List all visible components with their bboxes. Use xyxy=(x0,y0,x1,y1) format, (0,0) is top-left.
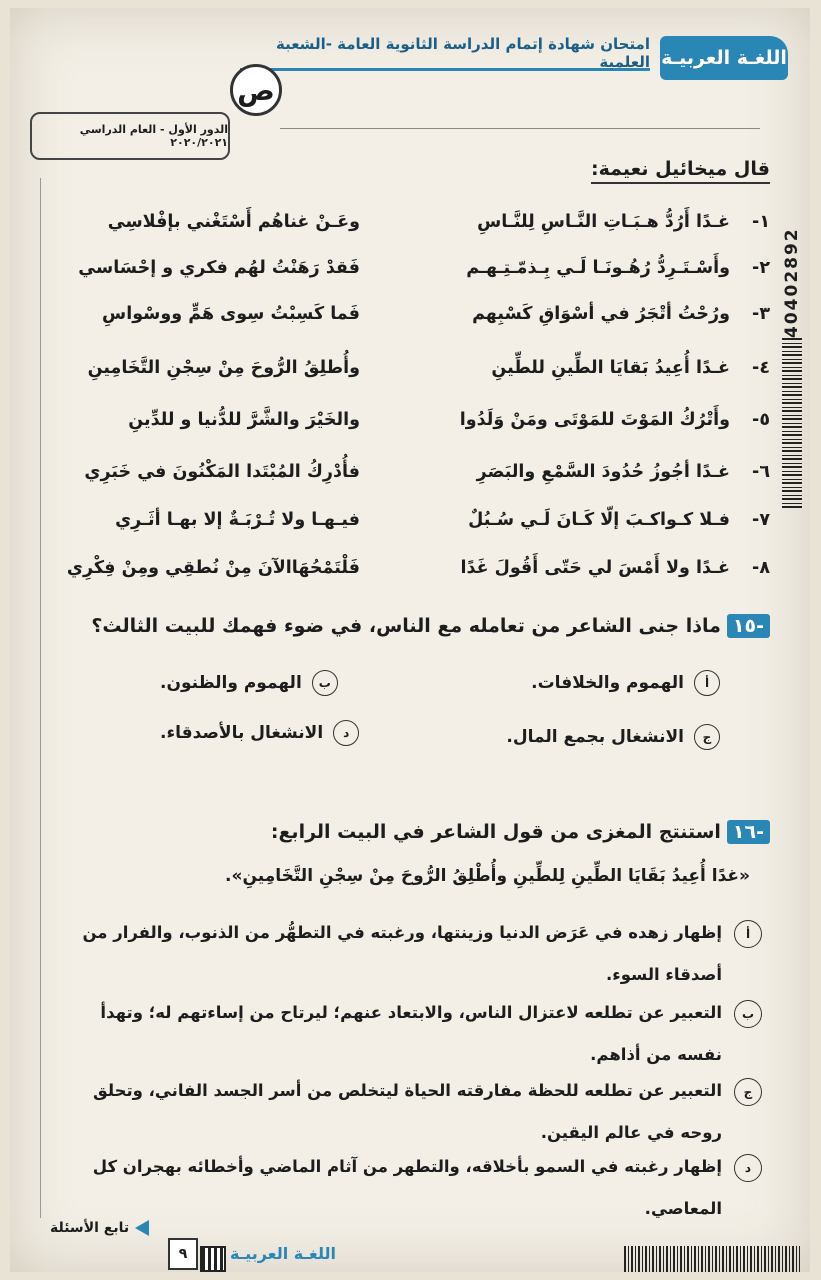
question-text: استنتج المغزى من قول الشاعر في البيت الرابع: xyxy=(270,821,721,843)
verse-second-hemistich: وأُطلِقُ الرُّوحَ مِنْ سِجْنِ التَّخَامِينِ xyxy=(87,358,360,378)
verse-first-hemistich: غـدًا ولا أَمْسَ لي حَتّى أَقُولَ غَدًا xyxy=(460,558,730,578)
subject-badge: اللغـة العربيـة xyxy=(660,36,788,80)
verse-second-hemistich: فَقدْ رَهَنْتُ لهُم فكري و إحْسَاسي xyxy=(78,258,360,278)
exam-title: امتحان شهادة إتمام الدراسة الثانوية العامة -الشعبة العلمية xyxy=(240,38,650,71)
option-c[interactable] xyxy=(52,1070,762,1154)
option-text: الهموم والظنون. xyxy=(160,673,302,693)
side-id-number: 40402892 xyxy=(782,227,802,338)
exam-page xyxy=(10,8,810,1272)
side-barcode xyxy=(782,338,802,508)
option-text: التعبير عن تطلعه لاعتزال الناس، والابتعاد عنهم؛ ليرتاح من إساءتهم له؛ وتهدأ نفسه من أذاهم. xyxy=(100,1003,722,1064)
option-letter: ج xyxy=(734,1078,762,1106)
option-b[interactable] xyxy=(52,992,762,1076)
option-a[interactable] xyxy=(531,670,720,696)
option-letter: أ xyxy=(694,670,720,696)
verse-number: ٢- xyxy=(752,258,770,278)
option-text: التعبير عن تطلعه للحظة مفارقته الحياة ليتخلص من أسر الجسد الفاني، وتحلق روحه في عالم اليقين. xyxy=(92,1081,722,1142)
verse-row xyxy=(40,456,770,496)
qr-code-icon xyxy=(200,1246,226,1272)
verse-second-hemistich: فيـهـا ولا تُـرْبَـةٌ إلا بهـا أثَـرِي xyxy=(115,510,360,530)
verse-number: ٧- xyxy=(752,510,770,530)
verse-row xyxy=(40,552,770,592)
option-letter: د xyxy=(333,720,359,746)
verse-row xyxy=(40,298,770,338)
option-letter: ب xyxy=(312,670,338,696)
question-number: -١٦ xyxy=(727,820,770,844)
verse-quote: «غدًا أُعِيدُ بَقَايَا الطِّينِ لِلطِّينِ وأُطْلِقُ الرُّوحَ مِنْ سِجْنِ التَّخَامِينِ». xyxy=(225,866,750,886)
option-c[interactable] xyxy=(506,724,720,750)
logo-icon: ص xyxy=(230,64,282,116)
verse-number: ١- xyxy=(752,212,770,232)
verse-first-hemistich: وأَتْرُكُ المَوْتَ للمَوْتَى ومَنْ وَلَدُوا xyxy=(459,410,730,430)
arrow-left-icon xyxy=(135,1220,149,1236)
verse-second-hemistich: فَما كَسِبْتُ سِوى هَمٍّ ووسْواسِ xyxy=(102,304,360,324)
option-b[interactable] xyxy=(160,670,338,696)
verse-number: ٥- xyxy=(752,410,770,430)
ornament-divider xyxy=(280,128,760,129)
option-d[interactable] xyxy=(52,1146,762,1230)
verse-row xyxy=(40,404,770,444)
verse-first-hemistich: غـدًا أجُوزُ حُدُودَ السَّمْعِ والبَصَرِ xyxy=(476,462,730,482)
option-text: إظهار زهده في عَرَض الدنيا وزينتها، ورغبته في التطهُّر من الذنوب، والفرار من أصدقاء السوء. xyxy=(82,923,722,984)
verse-second-hemistich: فَلْتَمْحُهَاالآنَ مِنْ نُطقِي ومِنْ فِكْرِي xyxy=(66,558,360,578)
page-number: ٩ xyxy=(168,1238,198,1270)
continue-text: تابع الأسئلة xyxy=(50,1220,130,1236)
verse-second-hemistich: فأُدْرِكُ المُبْتَدا المَكْنُونَ في خَبَرِي xyxy=(84,462,360,482)
footer-subject: اللغـة العربيـة xyxy=(230,1244,336,1263)
verse-second-hemistich: وعَـنْ غناهُم أَسْتَغْني بإفْلاسِي xyxy=(107,212,360,232)
verse-number: ٨- xyxy=(752,558,770,578)
poet-intro: قال ميخائيل نعيمة: xyxy=(591,158,770,184)
option-d[interactable] xyxy=(160,720,359,746)
option-text: الهموم والخلافات. xyxy=(531,673,684,693)
session-label: الدور الأول - العام الدراسي ٢٠٢٠/٢٠٢١ xyxy=(30,112,230,160)
option-text: إظهار رغبته في السمو بأخلاقه، والتطهر من آثام الماضي وأخطائه بهجران كل المعاصي. xyxy=(92,1157,722,1218)
verse-first-hemistich: غـدًا أَرُدُّ هـبَـاتِ النَّـاسِ لِلنَّـاسِ xyxy=(477,212,730,232)
question-number: -١٥ xyxy=(727,614,770,638)
question-15-title xyxy=(91,614,770,638)
option-letter: د xyxy=(734,1154,762,1182)
verse-row xyxy=(40,252,770,292)
option-letter: أ xyxy=(734,920,762,948)
verse-row xyxy=(40,206,770,246)
option-text: الانشغال بالأصدقاء. xyxy=(160,723,324,743)
verse-number: ٣- xyxy=(752,304,770,324)
verse-first-hemistich: فـلا كـواكـبَ إلّا كَـانَ لَـي سُـبُلٌ xyxy=(468,510,730,530)
verse-number: ٤- xyxy=(752,358,770,378)
verse-first-hemistich: غـدًا أُعِيدُ بَقايَا الطِّينِ للطِّينِ xyxy=(491,358,730,378)
verse-first-hemistich: وأَسْـتَـرِدُّ رُهُـونَـا لَـي بِـذمّـتِـهـم xyxy=(466,258,730,278)
continue-label xyxy=(50,1220,149,1236)
verse-first-hemistich: ورُحْتُ أتْجَرُ في أسْوَاقِ كَسْبِهم xyxy=(472,304,730,324)
verse-number: ٦- xyxy=(752,462,770,482)
option-letter: ب xyxy=(734,1000,762,1028)
verse-row xyxy=(40,504,770,544)
footer-barcode xyxy=(624,1246,800,1272)
verse-row xyxy=(40,352,770,392)
verse-second-hemistich: والخَيْرَ والشَّرَّ للدُّنيا و للدِّينِ xyxy=(128,410,360,430)
question-text: ماذا جنى الشاعر من تعامله مع الناس، في ضوء فهمك للبيت الثالث؟ xyxy=(91,615,721,637)
option-text: الانشغال بجمع المال. xyxy=(506,727,684,747)
option-letter: ج xyxy=(694,724,720,750)
question-16-title xyxy=(271,820,770,844)
option-a[interactable] xyxy=(52,912,762,996)
